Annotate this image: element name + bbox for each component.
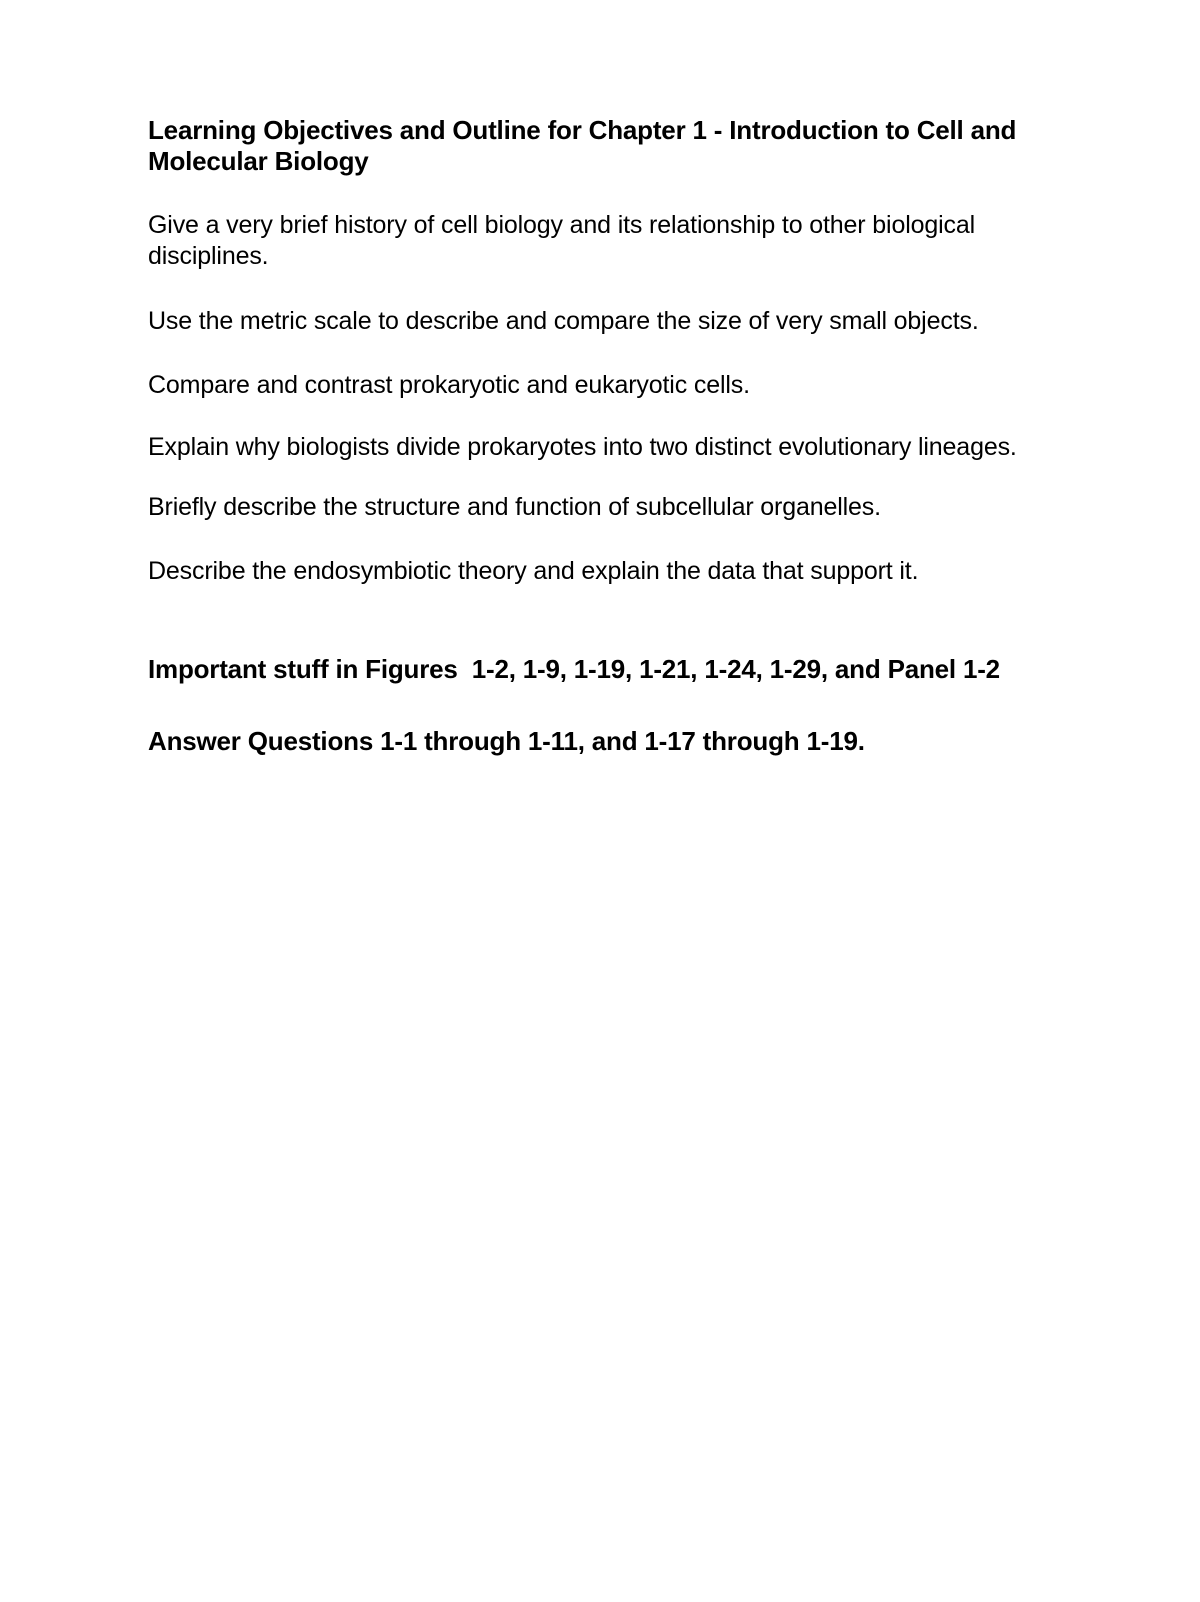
figures-note: Important stuff in Figures 1-2, 1-9, 1-19, 1-21, 1-24, 1-29, and Panel 1-2 <box>148 654 1000 684</box>
objective-metric-scale: Use the metric scale to describe and compare the size of very small objects. <box>148 307 979 335</box>
objective-history: Give a very brief history of cell biology and its relationship to other biological disciplines. <box>148 211 976 270</box>
objective-lineages: Explain why biologists divide prokaryotes into two distinct evolutionary lineages. <box>148 433 1017 461</box>
objective-prokaryotic-eukaryotic: Compare and contrast prokaryotic and eukaryotic cells. <box>148 371 750 399</box>
objective-endosymbiotic: Describe the endosymbiotic theory and explain the data that support it. <box>148 557 919 585</box>
objective-organelles: Briefly describe the structure and function of subcellular organelles. <box>148 493 881 521</box>
questions-note: Answer Questions 1-1 through 1-11, and 1-17 through 1-19. <box>148 726 865 756</box>
document-title: Learning Objectives and Outline for Chapter 1 - Introduction to Cell and Molecular Biology <box>148 115 1017 176</box>
